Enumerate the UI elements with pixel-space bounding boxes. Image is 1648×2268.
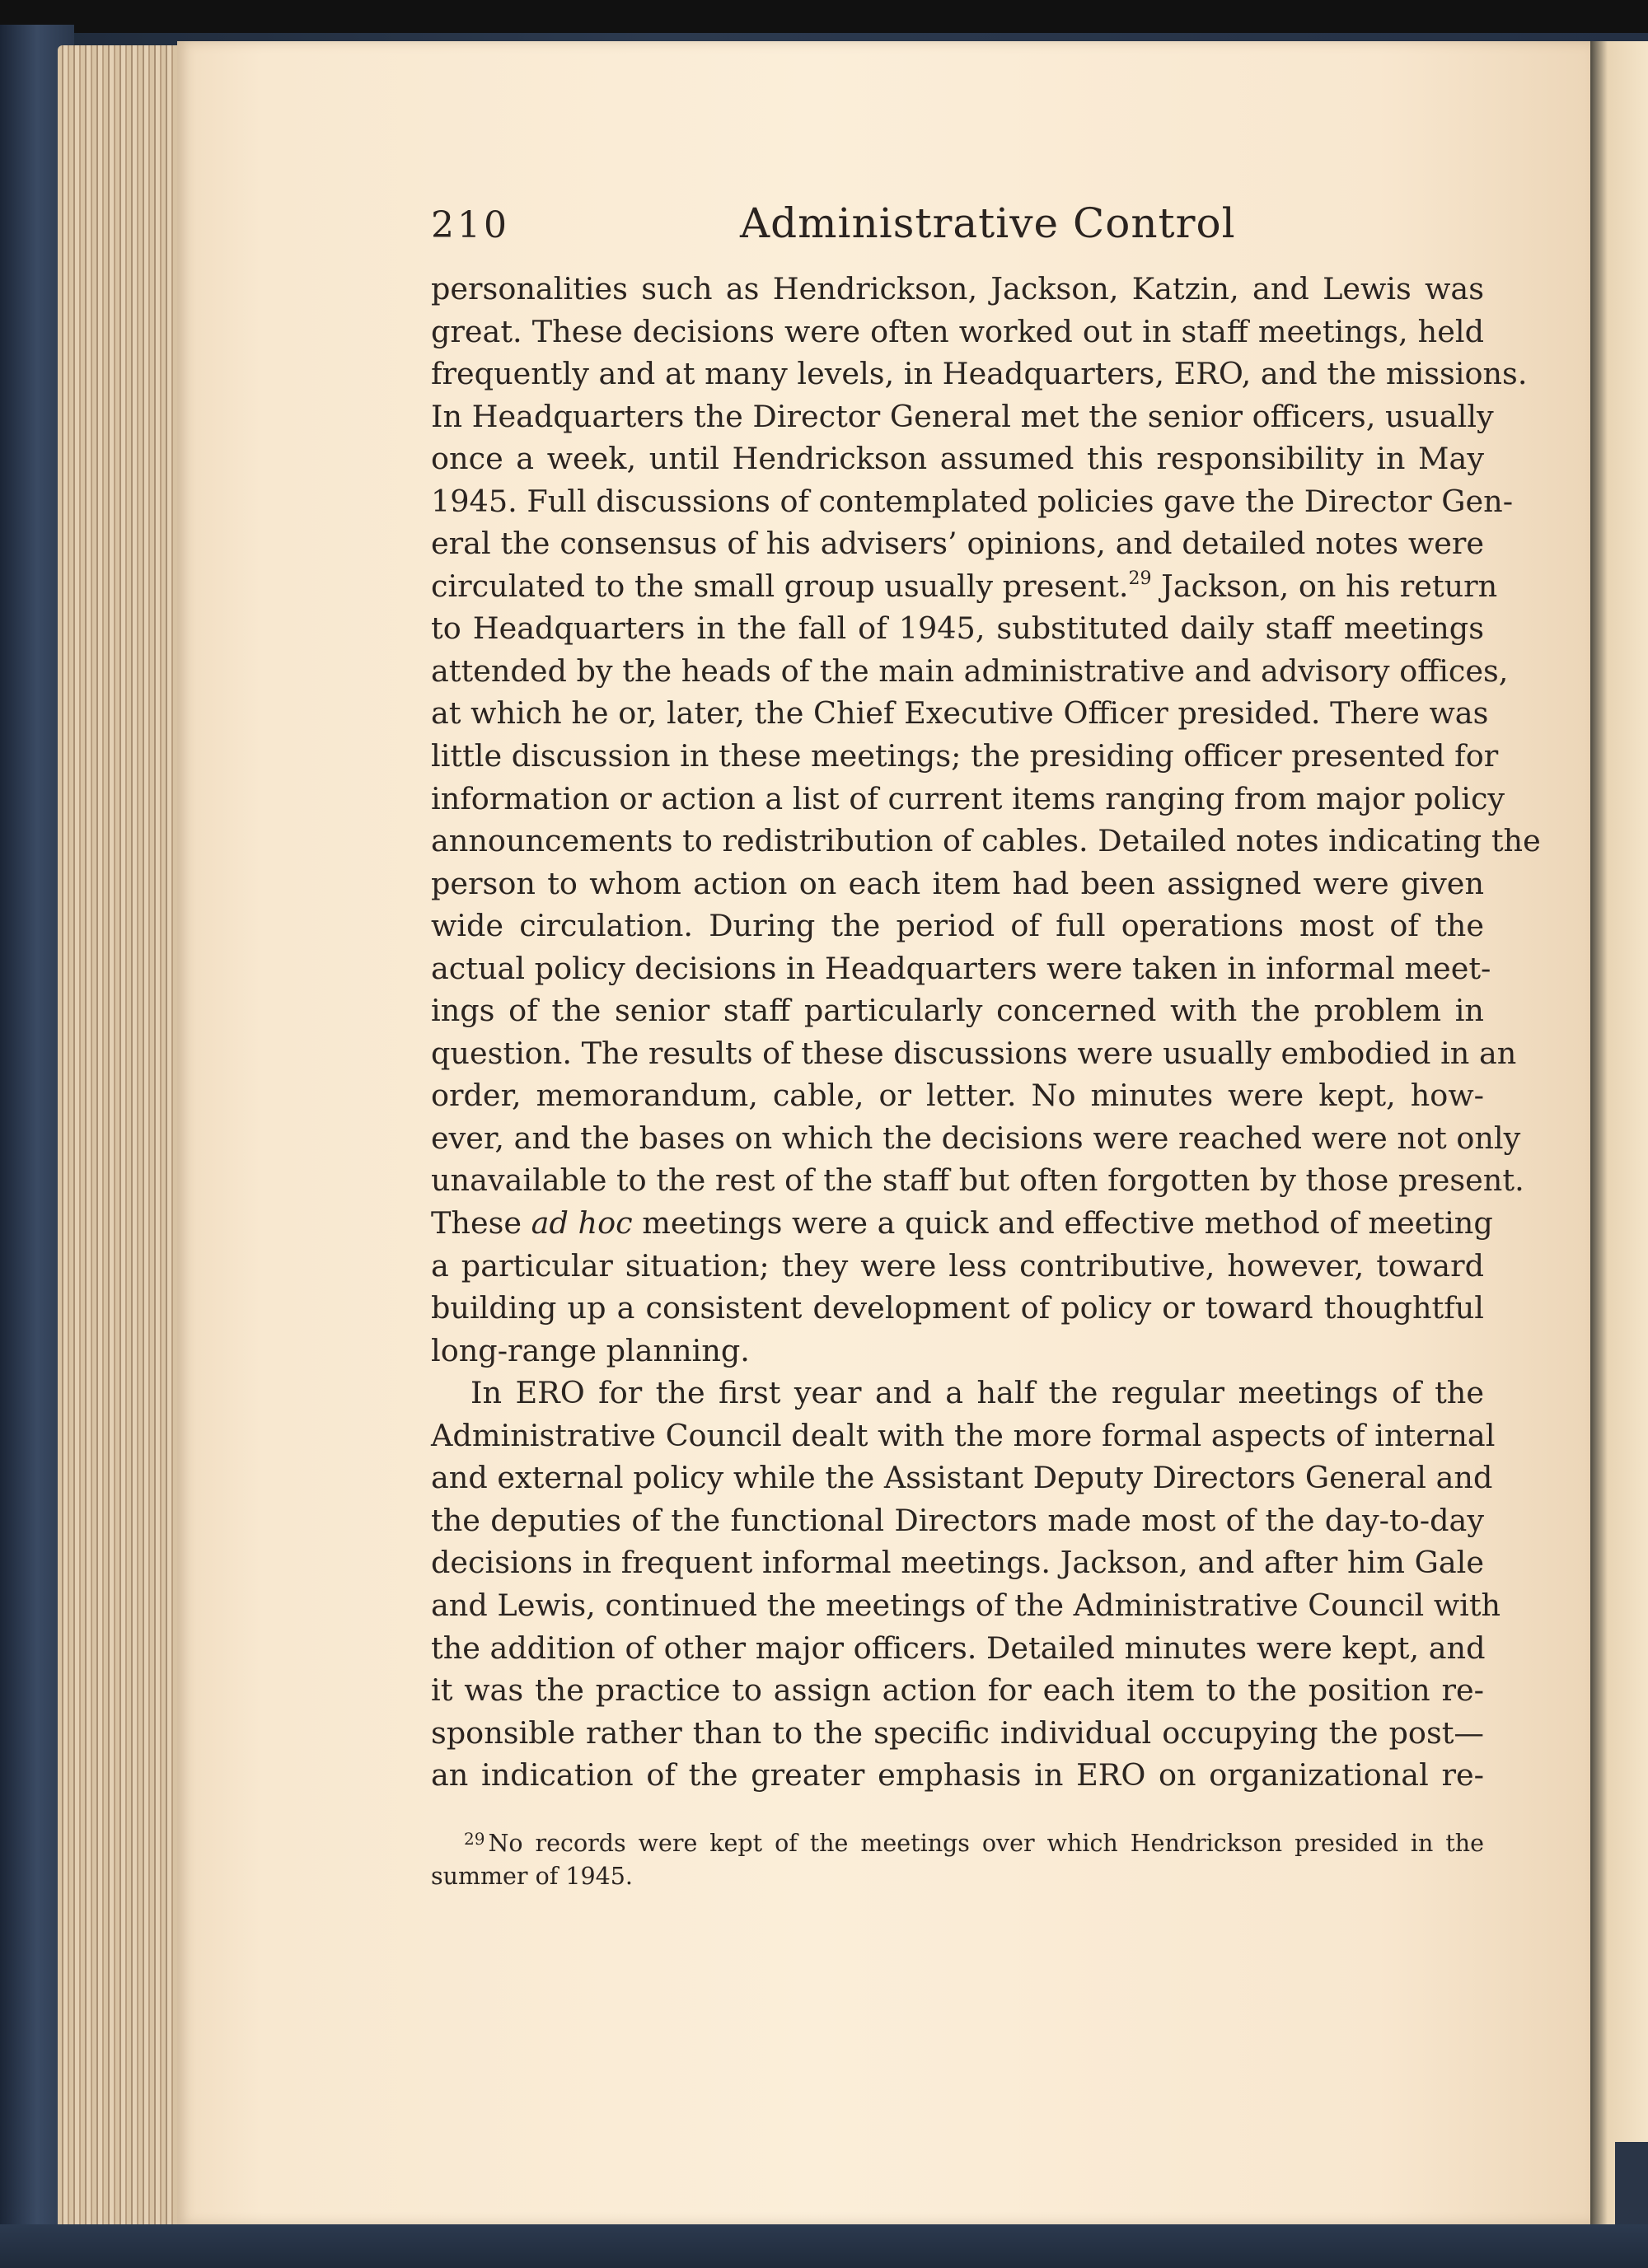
text-line: order, memorandum, cable, or letter. No minutes were kept, how- — [431, 1078, 1484, 1114]
text-line: frequently and at many levels, in Headquarters, ERO, and the missions. — [431, 356, 1528, 392]
text-line: personalities such as Hendrickson, Jackson, Katzin, and Lewis was — [431, 271, 1484, 306]
text-segment: meetings were a quick and effective method of meeting — [632, 1205, 1493, 1242]
page-number: 210 — [431, 204, 510, 246]
text-line: to Headquarters in the fall of 1945, substituted daily staff meetings — [431, 610, 1484, 647]
text-line: question. The results of these discussions were usually embodied in an — [431, 1035, 1517, 1071]
text-line: attended by the heads of the main administrative and advisory offices, — [431, 652, 1509, 689]
text-line: wide circulation. During the period of full operations most of the — [431, 908, 1484, 944]
text-segment: Jackson, on his return — [1151, 568, 1498, 604]
running-head — [431, 199, 1482, 262]
text-line-with-footnote-ref — [431, 565, 1498, 608]
footnote-line — [431, 1827, 1484, 1860]
text-line: person to whom action on each item had been assigned were given — [431, 865, 1484, 901]
text-line: once a week, until Hendrickson assumed this responsibility in May — [431, 441, 1484, 477]
text-line: it was the practice to assign action for each item to the position re- — [431, 1672, 1484, 1709]
footnote-text: No records were kept of the meetings over which Hendrickson presided in the — [488, 1830, 1484, 1857]
text-line: announcements to redistribution of cables. Detailed notes indicating the — [431, 823, 1541, 859]
text-line: information or action a list of current items ranging from major policy — [431, 780, 1505, 816]
text-line: decisions in frequent informal meetings. Jackson, and after him Gale — [431, 1545, 1484, 1581]
next-page-edge — [1590, 41, 1648, 2224]
text-line: and external policy while the Assistant Deputy Directors General and — [431, 1460, 1493, 1496]
paragraph-2 — [431, 1372, 1501, 1796]
italic-term: ad hoc — [531, 1205, 633, 1242]
text-line-with-italic — [431, 1202, 1493, 1245]
text-line: ever, and the bases on which the decisions were reached were not only — [431, 1120, 1521, 1156]
text-line: 1945. Full discussions of contemplated policies gave the Director Gen- — [431, 483, 1514, 519]
text-line: In Headquarters the Director General met the senior officers, usually — [431, 398, 1494, 434]
text-line: building up a consistent development of policy or toward thoughtful — [431, 1290, 1484, 1326]
text-line: sponsible rather than to the specific individual occupying the post— — [431, 1714, 1484, 1751]
footnote-number: 29 — [464, 1829, 485, 1849]
body-text — [431, 268, 1541, 1797]
text-line: an indication of the greater emphasis in ERO on organizational re- — [431, 1757, 1484, 1793]
footnote-line: summer of 1945. — [431, 1863, 633, 1890]
text-line: Administrative Council dealt with the more formal aspects of internal — [431, 1417, 1496, 1453]
text-line: and Lewis, continued the meetings of the Administrative Council with — [431, 1587, 1501, 1623]
text-line: long-range planning. — [431, 1332, 750, 1368]
paragraph-1 — [431, 268, 1541, 1372]
scan-top-border — [0, 0, 1648, 33]
text-line: ings of the senior staff particularly concerned with the problem in — [431, 993, 1484, 1029]
text-line: In ERO for the first year and a half the regular meetings of the — [471, 1375, 1484, 1411]
text-line: little discussion in these meetings; the presiding officer presented for — [431, 738, 1499, 774]
text-segment: These — [431, 1205, 522, 1242]
scan-bottom-border — [0, 2224, 1648, 2268]
text-line: actual policy decisions in Headquarters were taken in informal meet- — [431, 950, 1491, 986]
text-line: the deputies of the functional Directors made most of the day-to-day — [431, 1502, 1484, 1538]
text-line: a particular situation; they were less contributive, however, toward — [431, 1247, 1484, 1284]
text-line: eral the consensus of his advisers’ opinions, and detailed notes were — [431, 526, 1484, 562]
footnote-reference[interactable]: 29 — [1128, 568, 1152, 589]
text-line: great. These decisions were often worked out in staff meetings, held — [431, 313, 1484, 349]
text-line: the addition of other major officers. Detailed minutes were kept, and — [431, 1630, 1486, 1666]
text-line: unavailable to the rest of the staff but often forgotten by those present. — [431, 1162, 1524, 1199]
text-line: at which he or, later, the Chief Executive Officer presided. There was — [431, 695, 1489, 732]
text-segment: circulated to the small group usually present. — [431, 568, 1129, 604]
footnotes — [431, 1827, 1484, 1893]
running-title: Administrative Control — [740, 199, 1236, 247]
